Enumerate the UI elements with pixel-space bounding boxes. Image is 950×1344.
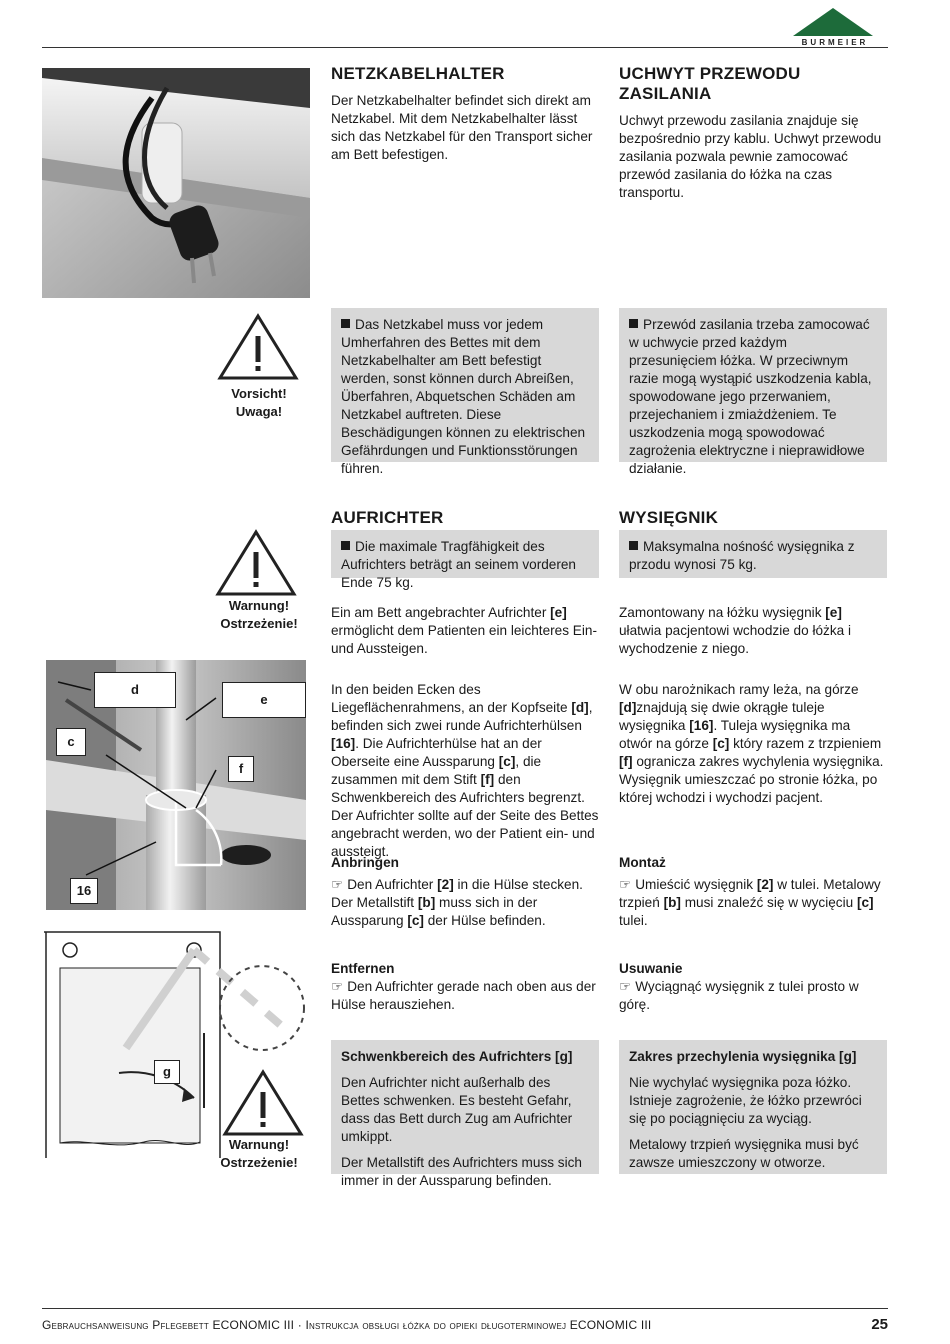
de-heading: NETZKABELHALTER [331,64,505,83]
pointing-hand-icon: ☞ [331,877,344,892]
de-caution-box [331,308,599,476]
pl-heading: UCHWYT PRZEWODU ZASILANIA [619,64,801,103]
pl-swivel-title: Zakres przechylenia wysięgnika [g] [629,1049,857,1064]
de-swivel-p1: Den Aufrichter nicht außerhalb des Bettes schwenken. Es besteht Gefahr, dass das Bett durch Zug am Aufrichter umkippt. [341,1075,573,1144]
label-c: c [56,728,86,756]
text-span: Wyciągnąć wysięgnik z tulei prosto w górę. [619,979,859,1012]
ref-c: [c] [407,913,424,928]
pl-capacity-box [619,530,887,578]
pl-remove-section [619,961,889,1014]
de-remove-section [331,961,601,1014]
cable-holder-photo [42,68,310,298]
pl-section-uchwyt [619,64,889,202]
pl-swivel-p1: Nie wychylać wysięgnika poza łóżko. Istnieje zagrożenie, że łóżko przewróci się po pociągnięciu za wyciąg. [629,1075,862,1126]
caution-label-pl: Uwaga! [235,404,283,419]
pl-mount-text [619,876,889,930]
text-span: Umieścić wysięgnik [635,877,757,892]
text-span: który razem z trzpieniem [729,736,882,751]
de-mount-title: Anbringen [331,855,399,870]
ref-e: [e] [825,605,842,620]
ref-16: [16] [331,736,356,751]
bullet-square-icon [629,541,638,550]
warning-label-pl: Ostrzeżenie! [220,1155,298,1170]
label-g: g [154,1060,180,1084]
label-f: f [228,756,254,782]
footer-rule [42,1308,888,1309]
text-span: der Hülse befinden. [423,913,546,928]
de-capacity-text: Die maximale Tragfähigkeit des Aufrichters beträgt an seinem vorderen Ende 75 kg. [341,539,576,590]
de-capacity-box [331,530,599,590]
pl-sleeve-paragraph [619,681,884,807]
ref-f: [f] [619,754,633,769]
pointing-hand-icon: ☞ [619,979,632,994]
text-span: Ein am Bett angebrachter Aufrichter [331,605,551,620]
de-intro-paragraph [331,604,601,658]
de-paragraph: Der Netzkabelhalter befindet sich direkt am Netzkabel. Mit dem Netzkabelhalter lässt sich das Netzkabel für den Transport sicher am Bett befestigen. [331,93,593,162]
text-span: ułatwia pacjentowi wchodzie do łóżka i wychodzenie z niego. [619,623,851,656]
label-e: e [222,682,306,718]
text-span: muss sich in der Aussparung [331,895,538,928]
de-swivel-p2: Der Metallstift des Aufrichters muss sich immer in der Aussparung befinden. [341,1155,582,1188]
text-span: W obu narożnikach ramy leża, na górze [619,682,859,697]
logo-roof-icon [793,8,873,36]
text-span: In den beiden Ecken des Liegeflächenrahmens, an der Kopfseite [331,682,572,715]
pl-capacity-text: Maksymalna nośność wysięgnika z przodu wynosi 75 kg. [629,539,855,572]
bullet-square-icon [341,541,350,550]
pl-swivel-p2: Metalowy trzpień wysięgnika musi być zawsze umieszczony w otworze. [629,1137,859,1170]
pl-intro-paragraph [619,604,884,658]
text-span: ermöglicht dem Patienten ein leichteres Ein- und Aussteigen. [331,623,597,656]
bullet-square-icon [341,319,350,328]
de-mount-text [331,876,601,930]
text-span: in die Hülse stecken. Der Metallstift [331,877,583,910]
header-rule [42,47,888,48]
label-16: 16 [70,878,98,904]
text-span: Den Aufrichter gerade nach oben aus der Hülse herausziehen. [331,979,596,1012]
pl-mount-section [619,855,889,930]
text-span: . Die Aufrichterhülse hat an der Oberseite eine Aussparung [331,736,542,769]
ref-f: [f] [480,772,495,787]
text-span: Zamontowany na łóżku wysięgnik [619,605,826,620]
text-span: Den Aufrichter [347,877,438,892]
text-span: , befinden sich zwei runde Aufrichterhülsen [331,700,593,733]
ref-2: [2] [756,877,774,892]
warning-triangle-icon [214,528,298,598]
footer-text: Gebrauchsanweisung Pflegebett ECONOMIC III · Instrukcja obsługi łóżka do opieki długoterminowej ECONOMIC III [42,1318,652,1332]
pl-caution-box [619,308,887,476]
ref-b: [b] [663,895,681,910]
text-span: musi znaleźć się w wycięciu [680,895,857,910]
ref-2: [2] [437,877,454,892]
text-span: ogranicza zakres wychylenia wysięgnika. Wysięgnik umieszczać po stronie łóżka, po której wchodzi i wychodzi pacjent. [619,754,884,805]
warning-label-de: Warnung! [228,598,290,613]
pointing-hand-icon: ☞ [331,979,344,994]
ref-d: [d] [619,700,637,715]
pl-paragraph: Uchwyt przewodu zasilania znajduje się bezpośrednio przy kablu. Uchwyt przewodu zasilania pozwala pewnie zamocować przewód zasilania do łóżka na czas transportu. [619,113,882,200]
pointing-hand-icon: ☞ [619,877,632,892]
pl-remove-title: Usuwanie [619,961,683,976]
de-heading-aufrichter: AUFRICHTER [331,508,444,527]
text-span: w tulei. Metalowy trzpień [619,877,881,910]
pl-mount-title: Montaż [619,855,666,870]
de-swivel-box [331,1040,599,1188]
text-span: znajdują się dwie okrągłe tuleje wysięgnika [619,700,825,733]
warning-triangle-icon [216,312,300,382]
de-swivel-title: Schwenkbereich des Aufrichters [g] [341,1049,573,1064]
ref-c: [c] [498,754,516,769]
text-span: . Tuleja wysięgnika ma otwór na górze [619,718,851,751]
de-mount-section [331,855,601,930]
ref-c: [c] [856,895,874,910]
ref-b: [b] [417,895,436,910]
pl-swivel-box [619,1040,887,1174]
text-span: tulei. [619,913,648,928]
caution-label [204,385,314,421]
ref-c: [c] [712,736,730,751]
bullet-square-icon [629,319,638,328]
pl-heading-wysiegnik: WYSIĘGNIK [619,508,719,527]
sleeve-photo [46,660,306,910]
warning-label-de: Warnung! [228,1137,290,1152]
caution-label-de: Vorsicht! [231,386,287,401]
ref-e: [e] [550,605,567,620]
warning-triangle-icon [221,1068,305,1138]
pl-remove-text [619,978,889,1014]
de-remove-title: Entfernen [331,961,395,976]
de-sleeve-paragraph [331,681,601,861]
text-span: den Schwenkbereich des Aufrichters begrenzt. Der Aufrichter sollte auf der Seite des Bettes angebracht werden, wo der Patient ein- und aussteigt. [331,772,599,859]
pl-caution-text: Przewód zasilania trzeba zamocować w uchwycie przed każdym przesunięciem łóżka. W przeciwnym razie mogą wystąpić uszkodzenia kabla, spowodowane jego przerwaniem, przejechaniem i zmiażdżeniem. Te uszkodzenia mogą spowodować zagrożenia elektryczne i nieprawidłowe działanie. [629,317,872,476]
de-remove-text [331,978,601,1014]
warning-label-2 [204,597,314,633]
de-caution-text: Das Netzkabel muss vor jedem Umherfahren des Bettes mit dem Netzkabelhalter am Bett befestigt werden, sonst können durch Abreißen, Überfahren, Abquetschen Schäden am Netzkabel auftreten. Diese Beschädigungen können zu elektrischen Gefährdungen und Funktionsstörungen führen. [341,317,586,476]
page-number: 25 [871,1316,888,1333]
label-d: d [94,672,176,708]
warning-label-3 [204,1136,314,1172]
text-span: , die zusammen mit dem Stift [331,754,542,787]
warning-label-pl: Ostrzeżenie! [220,616,298,631]
de-section-netzkabelhalter [331,64,601,164]
brand-name: BURMEIER [801,38,869,47]
ref-d: [d] [571,700,589,715]
brand-logo [790,8,880,48]
ref-16: [16] [689,718,714,733]
